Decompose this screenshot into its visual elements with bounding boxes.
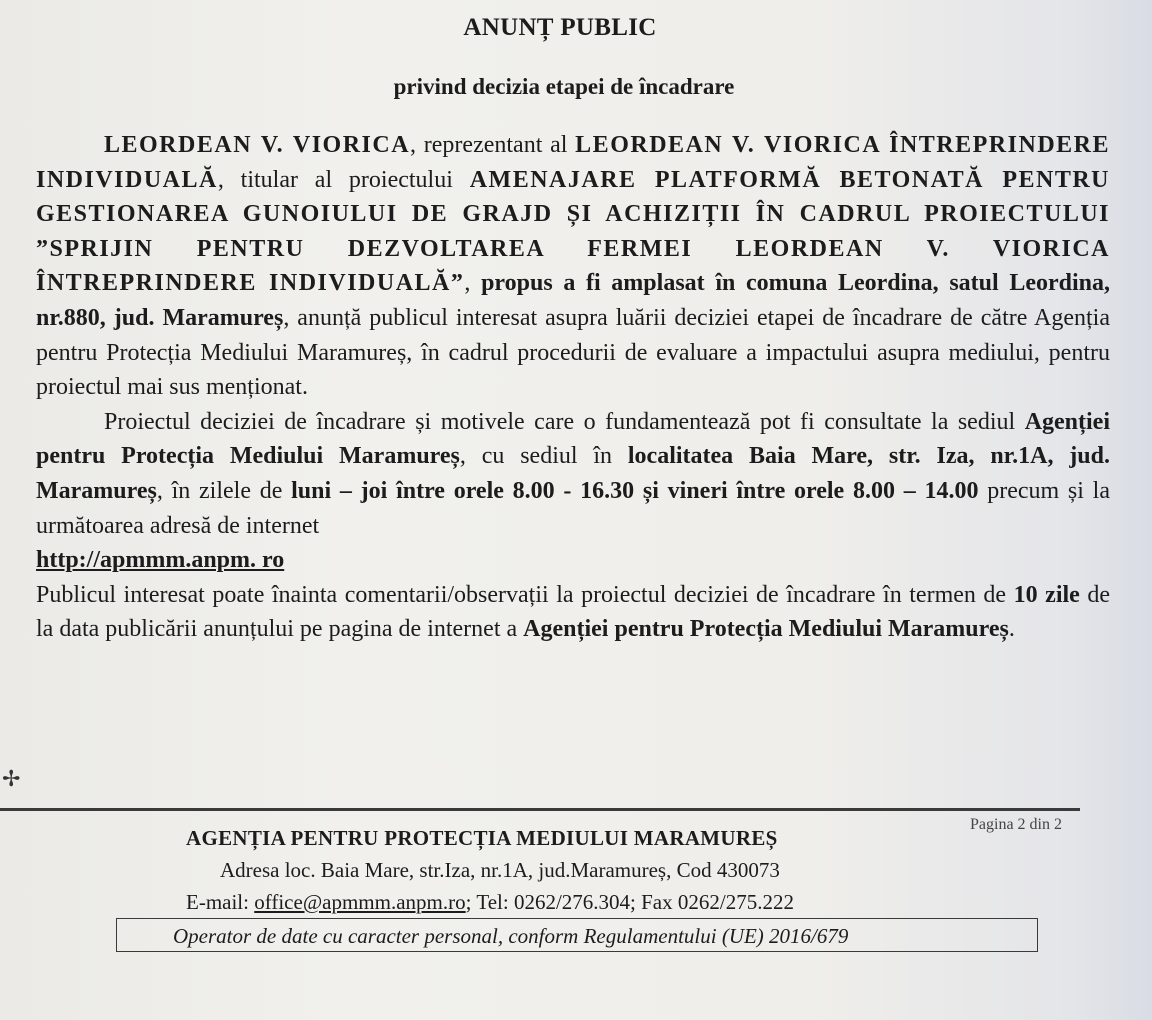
agency-website-link[interactable]: http://apmmm.anpm. ro: [36, 547, 285, 574]
page-subtitle: privind decizia etapei de încadrare: [393, 74, 735, 99]
comment-deadline: 10 zile: [1013, 581, 1080, 608]
page-title: ANUNȚ PUBLIC: [463, 14, 657, 41]
footer-address: Adresa loc. Baia Mare, str.Iza, nr.1A, jud.Maramureș, Cod 430073: [220, 858, 780, 882]
agency-address: localitatea Baia Mare, str. Iza, nr.1A, jud. Maramureș: [36, 443, 1110, 504]
agency-name-2: Agenției pentru Protecția Mediului Maramureș: [523, 616, 1009, 643]
company-name: LEORDEAN V. VIORICA ÎNTREPRINDERE INDIVIDUALĂ: [36, 132, 1110, 193]
footer-divider: [0, 808, 1080, 811]
footer-organization: AGENȚIA PENTRU PROTECȚIA MEDIULUI MARAMUREȘ: [186, 826, 778, 850]
paragraph-consultation: Proiectul deciziei de încadrare și motivele care o fundamentează pot fi consultate la sediul Agenției pentru Protecția Mediului Maramureș, cu sediul în localitatea Baia Mare, str. Iza, nr.1A, jud. Maramureș, în zilele de luni – joi între orele 8.00 - 16.30 și vineri între orele 8.00 – 14.00 precum și la următoarea adresă de internet http://apmmm.anpm. ro: [36, 408, 1110, 574]
opening-hours: luni – joi între orele 8.00 - 16.30 și vineri între orele 8.00 – 14.00: [291, 477, 979, 504]
project-name: AMENAJARE PLATFORMĂ BETONATĂ PENTRU GESTIONAREA GUNOIULUI DE GRAJD ȘI ACHIZIȚII ÎN CADRUL PROIECTULUI ”SPRIJIN PENTRU DEZVOLTAREA FERMEI LEORDEAN V. VIORICA ÎNTREPRINDERE INDIVIDUALĂ”: [36, 166, 1111, 297]
paragraph-project-description: LEORDEAN V. VIORICA, reprezentant al LEORDEAN V. VIORICA ÎNTREPRINDERE INDIVIDUALĂ, titular al proiectului AMENAJARE PLATFORMĂ BETONATĂ PENTRU GESTIONAREA GUNOIULUI DE GRAJD ȘI ACHIZIȚII ÎN CADRUL PROIECTULUI ”SPRIJIN PENTRU DEZVOLTAREA FERMEI LEORDEAN V. VIORICA ÎNTREPRINDERE INDIVIDUALĂ”, propus a fi amplasat în comuna Leordina, satul Leordina, nr.880, jud. Maramureș, anunță publicul interesat asupra luării deciziei etapei de încadrare de către Agenția pentru Protecția Mediului Maramureș, în cadrul procedurii de evaluare a impactului asupra mediului, pentru proiectul mai sus menționat.: [36, 132, 1111, 401]
footer-contact: E-mail: office@apmmm.anpm.ro; Tel: 0262/276.304; Fax 0262/275.222: [186, 890, 794, 914]
page-number: Pagina 2 din 2: [970, 816, 1062, 833]
footer-email-link[interactable]: office@apmmm.anpm.ro: [254, 890, 466, 914]
applicant-name: LEORDEAN V. VIORICA: [104, 132, 411, 158]
paragraph-comments: Publicul interesat poate înainta comentarii/observații la proiectul deciziei de încadrare în termen de 10 zile de la data publicării anunțului pe pagina de internet a Agenției pentru Protecția Mediului Maramureș.: [36, 581, 1111, 643]
stamp-mark-icon: ✢: [2, 766, 21, 791]
agency-name: Agenției pentru Protecția Mediului Maramureș: [36, 408, 1110, 470]
gdpr-notice-box: Operator de date cu caracter personal, conform Regulamentului (UE) 2016/679: [116, 918, 1038, 952]
project-location: propus a fi amplasat în comuna Leordina, satul Leordina, nr.880, jud. Maramureș: [36, 270, 1111, 331]
announcement-body: [36, 128, 1110, 647]
